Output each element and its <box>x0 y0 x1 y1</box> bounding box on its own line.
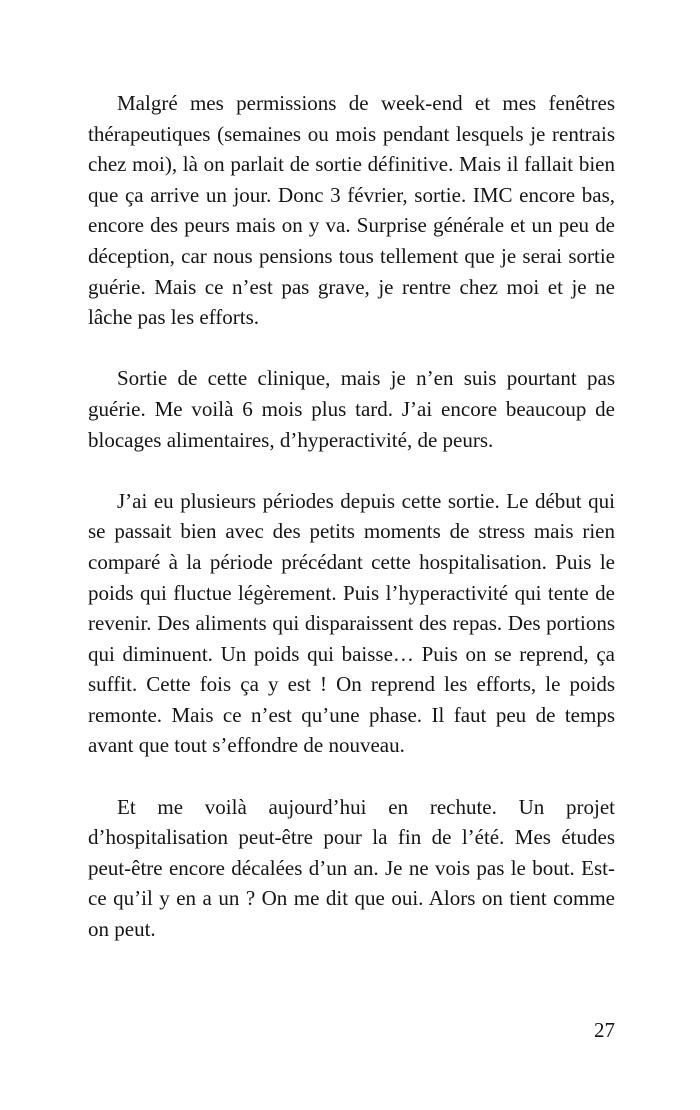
paragraph-4: Et me voilà aujourd’hui en rechute. Un projet d’hospitalisation peut-être pour la fin de l’été. Mes études peut-être encore décalées d’un an. Je ne vois pas le bout. Est-ce qu’il y en a un ? On me dit que oui. Alors on tient comme on peut. <box>88 794 615 942</box>
page-number: 27 <box>594 1018 615 1042</box>
paragraph-3: J’ai eu plusieurs périodes depuis cette sortie. Le début qui se passait bien avec des petits moments de stress mais rien comparé à la période précédant cette hospitalisation. Puis le poids qui fluctue légèrement. Puis l’hyperactivité qui tente de revenir. Des aliments qui disparaissent des repas. Des portions qui diminuent. Un poids qui baisse… Puis on se reprend, ça suffit. Cette fois ça y est ! On reprend les efforts, le poids remonte. Mais ce n’est qu’une phase. Il faut peu de temps avant que tout s’effondre de nouveau. <box>88 488 615 758</box>
paragraph-1: Malgré mes permissions de week-end et mes fenêtres thérapeutiques (semaines ou mois pendant lesquels je rentrais chez moi), là on parlait de sortie définitive. Mais il fallait bien que ça arrive un jour. Donc 3 février, sortie. IMC encore bas, encore des peurs mais on y va. Surprise générale et un peu de déception, car nous pensions tous tellement que je serai sortie guérie. Mais ce n’est pas grave, je rentre chez moi et je ne lâche pas les efforts. <box>88 91 615 330</box>
paragraph-2: Sortie de cette clinique, mais je n’en suis pourtant pas guérie. Me voilà 6 mois plus tard. J’ai encore beaucoup de blocages alimentaires, d’hyperactivité, de peurs. <box>88 366 615 452</box>
page-body <box>88 88 615 975</box>
